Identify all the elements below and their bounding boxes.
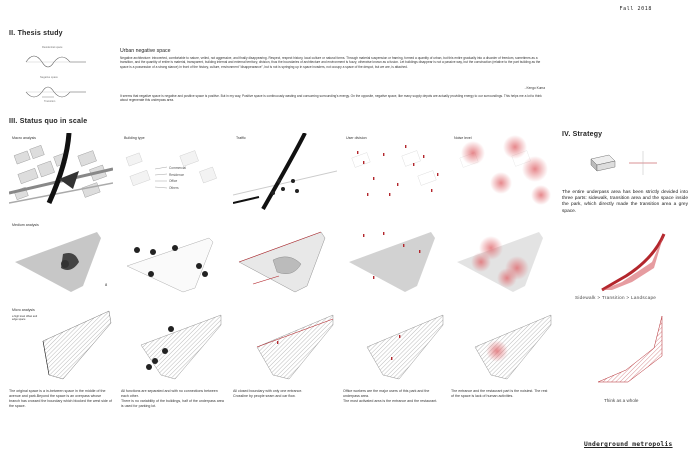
row-label-macro: Macro analysis [12, 136, 36, 140]
panel-micro-noise [451, 305, 555, 383]
col-label-user-division: User division [346, 136, 367, 140]
strategy-whole: Think as a whole [604, 398, 639, 403]
panel-medium-functions [121, 220, 225, 298]
strategy-flow: Sidewalk > Transition > Landscape [575, 295, 657, 300]
panel-medium-noise [451, 220, 555, 298]
diagram-label-bottom: Negative space [40, 76, 58, 79]
legend-commercial: Commercial [169, 166, 187, 170]
panel-micro-functions [121, 305, 225, 383]
legend-others: Others [169, 185, 179, 190]
diagram-label-bottom-sub: Transition [44, 100, 56, 103]
strategy-whole-shape [592, 312, 672, 384]
legend-office: Office [169, 179, 178, 184]
footer-title: Underground metropolis [584, 441, 673, 448]
col-label-noise-level: Noise level [454, 136, 472, 140]
thesis-paragraph-2: It seems that negative space is negative and positive space is positive. But in my way, Positive space is continuously wasting and consuming surrounding's energy. On the opposite, negative space, like many supply depots are actually providing energy to our surroundings. This helps me a lot to think about regenerate this underpass area. [120, 94, 542, 103]
thesis-author: - Kengo Kuma [524, 86, 545, 90]
panel-medium [9, 220, 113, 298]
strategy-diagram [585, 145, 665, 181]
row-label-micro: Micro analysis [12, 308, 35, 312]
caption-noise-level: The entrance and the restaurant part is the noisiest. The rest of the space is lack of human activities. [451, 389, 548, 398]
section-strategy-title: IV. Strategy [562, 131, 603, 138]
caption-user-division: Office workers are the major users of this park and the underpass area. The most activated area is the entrance and the restaurant. [343, 389, 438, 403]
col-label-building-type: Building type [124, 136, 145, 140]
thesis-paragraph: Negative architecture: introverted, comfortable to nature, veiled, not aggressive, and finally disappearing. Respect, respect history, local culture or natural forms. Through material suspension or framing, formed a quantity of urban, but this entire gradually into a disorder of freedom, sometimes as a transition, and the quantity of entire is material, transparent, building internal and external territory, division, thus the boundaries of architecture and environment is fuzzy, otherwise known as a fusion. Let buildings disappear is not a passive way, but the construction (relative to the part building as the space is a possession of a strong stance) in front of the history, culture, environment "disappearance", but is not is springing up in space invaders, not occupy a space of the despot, but we are, is attached. [120, 56, 541, 69]
diagram-label-top: Residential space [42, 46, 63, 49]
date-label: Fall 2018 [619, 6, 652, 12]
section-status-title: III. Status quo in scale [9, 118, 88, 125]
panel-macro [9, 133, 113, 211]
panel-micro [9, 305, 113, 383]
panel-micro-traffic [233, 305, 337, 383]
panel-medium-users [343, 220, 447, 298]
building-legend [169, 165, 186, 191]
panel-noise-level [451, 133, 555, 211]
section-thesis-title: II. Thesis study [9, 30, 63, 37]
panel-traffic [233, 133, 337, 211]
panel-user-division [343, 133, 447, 211]
caption-macro: The original space is a in-between space in the middle of the avenue and park.Beyond the space is an overpass whose branch has crossed the boundary which blocked the west side of the space. [9, 389, 112, 408]
panel-building-type [121, 133, 225, 211]
col-label-traffic: Traffic [236, 136, 246, 140]
strategy-text: The entire underpass area has been strictly devided into three parts: sidewalk, transition area and the space inside the park, which directly made the transition area a grey space. [562, 190, 688, 214]
panel-medium-traffic [233, 220, 337, 298]
caption-traffic: All closed boundary with only one entrance. Crossline by people seam and car flow. [233, 389, 303, 398]
row-label-medium: Medium analysis [12, 223, 39, 227]
panel-micro-users [343, 305, 447, 383]
medium-number: 8 [105, 282, 108, 287]
thesis-diagram [22, 42, 92, 112]
strategy-red-edge [592, 232, 672, 294]
caption-building-type: All functions are separated and with no connections between each other. There is no variability of the buildings, half of the underpass area is used for parking lot. [121, 389, 224, 408]
thesis-title: Urban negative space [120, 48, 171, 54]
micro-note: a high level offset and edge space [12, 315, 38, 322]
legend-residence: Residence [169, 172, 185, 177]
